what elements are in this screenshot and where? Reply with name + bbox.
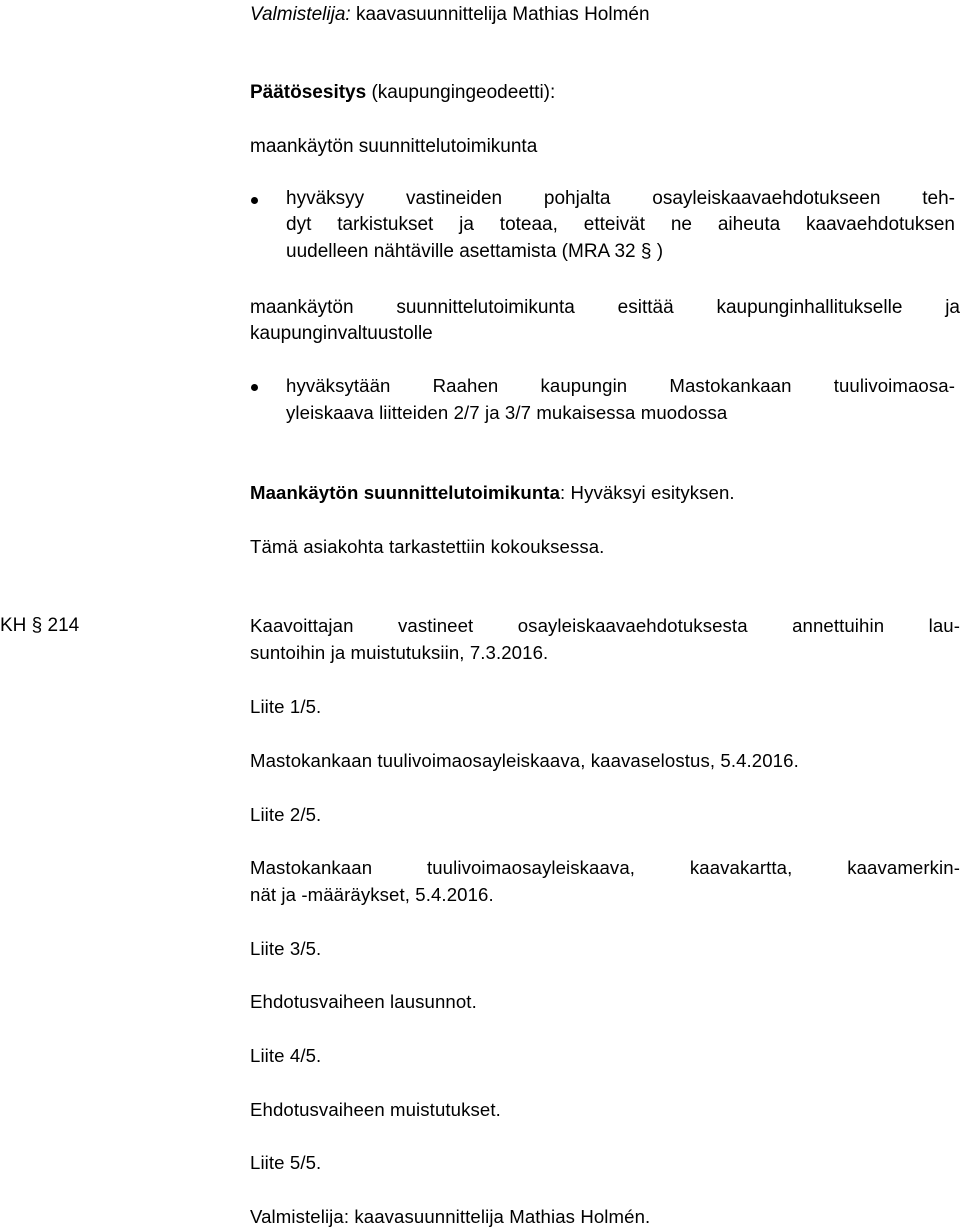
attachment-2-label: Liite 2/5. <box>250 804 322 825</box>
footer-preparer: Valmistelija: kaavasuunnittelija Mathias Holmén. <box>250 1206 651 1227</box>
preparer-name: kaavasuunnittelija Mathias Holmén <box>350 4 650 25</box>
decision-body: Maankäytön suunnittelutoimikunta <box>250 482 561 503</box>
kh-label: KH § 214 <box>0 615 80 636</box>
preparer-line <box>250 3 960 26</box>
attachment-4-text: Ehdotusvaiheen muistutukset. <box>250 1099 501 1120</box>
bullet1-line-2: dyt tarkistukset ja toteaa, etteivät ne aiheuta kaavaehdotuksen <box>286 214 955 235</box>
bullet-dot-1 <box>251 197 258 204</box>
attachment-1-label: Liite 1/5. <box>250 696 322 717</box>
committee-line: maankäytön suunnittelutoimikunta <box>250 136 538 157</box>
attachment-2-text-1: Mastokankaan tuulivoimaosayleiskaava, kaavakartta, kaavamerkin- <box>250 857 960 878</box>
kh-title-line-2: suntoihin ja muistutuksiin, 7.3.2016. <box>250 642 549 663</box>
bullet2-line-1: hyväksytään Raahen kaupungin Mastokankaan tuulivoimaosa- <box>286 375 955 396</box>
attachment-5-label: Liite 5/5. <box>250 1152 322 1173</box>
bullet1-line-3: uudelleen nähtäville asettamista (MRA 32 § ) <box>286 241 664 262</box>
attachment-2-text-2: nät ja -määräykset, 5.4.2016. <box>250 884 494 905</box>
proposal-heading-bold: Päätösesitys <box>250 82 367 103</box>
kh-title-line-1: Kaavoittajan vastineet osayleiskaavaehdotuksesta annettuihin lau- <box>250 615 960 636</box>
preparer-label: Valmistelija: <box>250 4 351 25</box>
proposal-heading <box>250 81 960 104</box>
attachment-3-text: Ehdotusvaiheen lausunnot. <box>250 991 477 1012</box>
committee-proposes-line-1: maankäytön suunnittelutoimikunta esittää kaupunginhallitukselle ja <box>250 297 960 318</box>
checked-line: Tämä asiakohta tarkastettiin kokouksessa. <box>250 536 605 557</box>
attachment-4-label: Liite 4/5. <box>250 1045 322 1066</box>
bullet-dot-2 <box>251 384 258 391</box>
committee-proposes-line-2: kaupunginvaltuustolle <box>250 323 433 344</box>
bullet2-line-2: yleiskaava liitteiden 2/7 ja 3/7 mukaisessa muodossa <box>286 402 728 423</box>
proposal-heading-rest: (kaupungingeodeetti): <box>366 82 556 103</box>
attachment-1-text: Mastokankaan tuulivoimaosayleiskaava, kaavaselostus, 5.4.2016. <box>250 750 799 771</box>
bullet1-line-1: hyväksyy vastineiden pohjalta osayleiskaavaehdotukseen teh- <box>286 188 955 209</box>
decision-result: : Hyväksyi esityksen. <box>560 482 735 503</box>
decision-line <box>250 481 960 504</box>
attachment-3-label: Liite 3/5. <box>250 938 322 959</box>
